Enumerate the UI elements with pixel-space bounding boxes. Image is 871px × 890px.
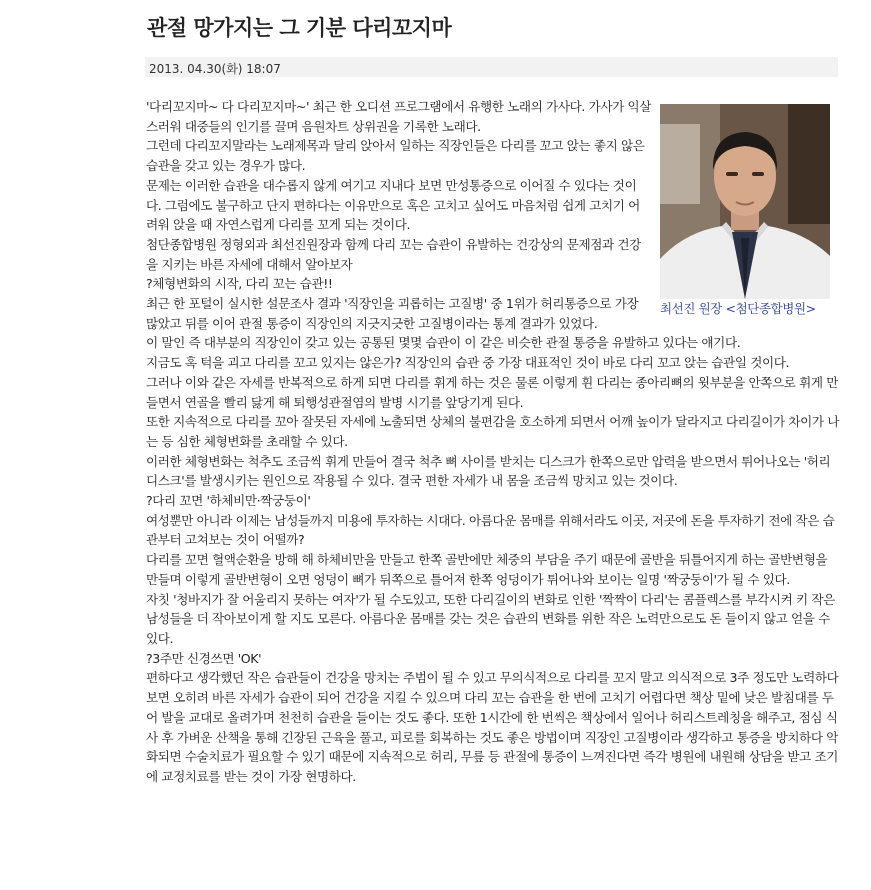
- section-heading: ?체형변화의 시작, 다리 꼬는 습관!!: [146, 276, 333, 292]
- photo-caption: 최선진 원장 <첨단종합병원>: [660, 301, 816, 316]
- article-body: [146, 97, 841, 787]
- paragraph: 지금도 혹 턱을 괴고 다리를 꼬고 있지는 않은가? 직장인의 습관 중 가장 대표적인 것이 바로 다리 꼬고 앉는 습관일 것이다.: [146, 355, 790, 371]
- paragraph: 첨단종합병원 정형외과 최선진원장과 함께 다리 꼬는 습관이 유발하는 건강상의 문제점과 건강을 지키는 바른 자세에 대해서 알아보자: [146, 236, 641, 272]
- article-title: 관절 망가지는 그 기분 다리꼬지마: [147, 16, 452, 40]
- paragraph: 문제는 이러한 습관을 대수롭지 않게 여기고 지내다 보면 만성통증으로 이어질 수 있다는 것이다. 그럼에도 불구하고 단지 편하다는 이유만으로 혹은 고치고 싶어도 마음처럼 쉽게 고치기 어려워 앉을 때 자연스럽게 다리를 꼬게 되는 것이다.: [146, 177, 640, 233]
- article-date: 2013. 04.30(화) 18:07: [149, 62, 281, 76]
- section-heading: ?3주만 신경쓰면 'OK': [146, 650, 262, 666]
- paragraph: 이 말인 즉 대부분의 직장인이 갖고 있는 공통된 몇몇 습관이 이 같은 비슷한 관절 통증을 유발하고 있다는 얘기다.: [146, 335, 741, 351]
- section-heading: ?다리 꼬면 '하체비만·짝궁둥이': [146, 493, 311, 509]
- paragraph: 다리를 꼬면 혈액순환을 방해 해 하체비만을 만들고 한쪽 골반에만 체중의 부담을 주기 때문에 골반을 뒤틀어지게 하는 골반변형을 만들며 이렇게 골반변형이 오면 엉덩이 뼈가 뒤쪽으로 틀어져 한쪽 엉덩이가 튀어나와 보이는 일명 '짝궁둥이'가 될 수 있다.: [146, 552, 828, 587]
- paragraph: 최근 한 포털이 실시한 설문조사 결과 '직장인을 괴롭히는 고질병' 중 1위가 허리통증으로 가장 많았고 뒤를 이어 관절 통증이 직장인의 지긋지긋한 고질병이라는 통계 결과가 있었다.: [146, 296, 639, 331]
- paragraph: 이러한 체형변화는 척추도 조금씩 휘게 만들어 결국 척추 뼈 사이를 받치는 디스크가 한쪽으로만 압력을 받으면서 튀어나오는 '허리디스크'를 발생시키는 원인으로 작용될 수 있다. 결국 편한 자세가 내 몸을 조금씩 망치고 있는 것이다.: [146, 453, 831, 489]
- paragraph: 그러나 이와 같은 자세를 반복적으로 하게 되면 다리를 휘게 하는 것은 물론 이렇게 휜 다리는 종아리뼈의 윗부분을 안쪽으로 휘게 만들면서 연골을 빨리 닳게 해 퇴행성관절염의 발병 시기를 앞당기게 된다.: [146, 374, 839, 410]
- paragraph: 자칫 '청바지가 잘 어울리지 못하는 여자'가 될 수도있고, 또한 다리길이의 변화로 인한 '짝짝이 다리'는 콤플렉스를 부각시켜 키 작은 남성들을 더 작아보이게 할 지도 모른다. 아름다운 몸매를 갖는 것은 습관의 변화를 위한 작은 노력만으로도 돈 들이지 않고 얻을 수 있다.: [146, 591, 835, 646]
- paragraph: 편하다고 생각했던 작은 습관들이 건강을 망치는 주범이 될 수 있고 무의식적으로 다리를 꼬지 말고 의식적으로 3주 정도만 노력하다보면 오히려 바른 자세가 습관이 되어 건강을 지킬 수 있으며 다리 꼬는 습관을 한 번에 고치기 어렵다면 책상 밑에 낮은 발침대를 두어 발을 교대로 올려가며 천천히 습관을 들이는 것도 좋다. 또한 1시간에 한 번씩은 책상에서 일어나 허리스트레칭을 해주고, 점심 식사 후 가벼운 산책을 통해 긴장된 근육을 풀고, 피로를 회복하는 것도 좋은 방법이며 직장인 고질병이라 생각하고 통증을 방치하다 악화되면 수술치료가 필요할 수 있기 때문에 지속적으로 허리, 무릎 등 관절에 통증이 느껴진다면 즉각 병원에 내원해 상담을 받고 조기에 교정치료를 받는 것이 가장 현명하다.: [146, 670, 839, 784]
- photo-float-gap: [651, 97, 841, 318]
- paragraph: '다리꼬지마~ 다 다리꼬지마~' 최근 한 오디션 프로그램에서 유행한 노래의 가사다. 가사가 익살스러워 대중들의 인기를 끌며 음원차트 상위권을 기록한 노래다.: [146, 99, 651, 134]
- paragraph: 또한 지속적으로 다리를 꼬아 잘못된 자세에 노출되면 상체의 불편감을 호소하게 되면서 어깨 높이가 달라지고 다리길이가 차이가 나는 등 심한 체형변화를 초래할 수 있다.: [146, 414, 839, 449]
- date-bar: [145, 57, 838, 77]
- paragraph: 여성뿐만 아니라 이제는 남성들까지 미용에 투자하는 시대다. 아름다운 몸매를 위해서라도 이곳, 저곳에 돈을 투자하기 전에 작은 습관부터 고쳐보는 것이 어떨까?: [146, 512, 835, 548]
- paragraph: 그런데 다리꼬지말라는 노래제목과 달리 앉아서 일하는 직장인들은 다리를 꼬고 앉는 좋지 않은 습관을 갖고 있는 경우가 많다.: [146, 138, 645, 174]
